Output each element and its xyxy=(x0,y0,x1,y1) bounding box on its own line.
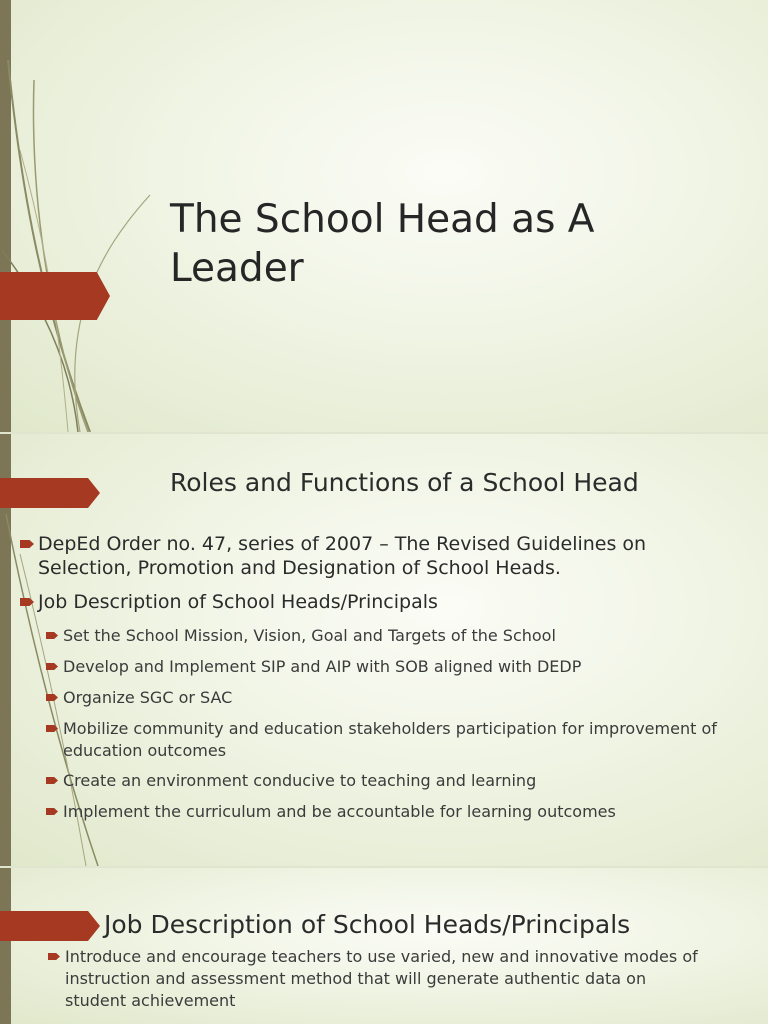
arrow-bullet-icon xyxy=(48,953,60,960)
list-item: Job Description of School Heads/Principals xyxy=(20,590,740,614)
list-item: Implement the curriculum and be accountable for learning outcomes xyxy=(46,801,736,823)
bullet-list xyxy=(48,946,708,1012)
title-arrow-marker xyxy=(0,911,100,941)
list-item: Develop and Implement SIP and AIP with SOB aligned with DEDP xyxy=(46,656,736,678)
arrow-bullet-icon xyxy=(46,777,58,784)
slide-title: Roles and Functions of a School Head xyxy=(170,468,639,497)
list-item: Set the School Mission, Vision, Goal and Targets of the School xyxy=(46,625,736,647)
title-arrow-marker xyxy=(0,272,110,320)
arrow-bullet-icon xyxy=(46,694,58,701)
list-item: DepEd Order no. 47, series of 2007 – The Revised Guidelines on Selection, Promotion and Designation of School Heads. xyxy=(20,532,740,580)
arrow-bullet-icon xyxy=(46,808,58,815)
list-item: Introduce and encourage teachers to use varied, new and innovative modes of instruction and assessment method that will generate authentic data on student achievement xyxy=(48,946,708,1012)
list-item: Organize SGC or SAC xyxy=(46,687,736,709)
arrow-bullet-icon xyxy=(46,725,58,732)
arrow-bullet-icon xyxy=(46,632,58,639)
slide-title: Job Description of School Heads/Principals xyxy=(104,910,631,939)
arrow-bullet-icon xyxy=(20,598,34,606)
sub-bullet-list xyxy=(46,625,736,832)
list-item: Create an environment conducive to teaching and learning xyxy=(46,770,736,792)
arrow-bullet-icon xyxy=(46,663,58,670)
slide-1 xyxy=(0,0,768,432)
list-item: Mobilize community and education stakeholders participation for improvement of education outcomes xyxy=(46,718,736,762)
arrow-bullet-icon xyxy=(20,540,34,548)
title-arrow-marker xyxy=(0,478,100,508)
slide-title: The School Head as A Leader xyxy=(170,197,595,291)
slide-edge-bar xyxy=(0,868,11,1024)
bullet-list xyxy=(20,532,740,614)
